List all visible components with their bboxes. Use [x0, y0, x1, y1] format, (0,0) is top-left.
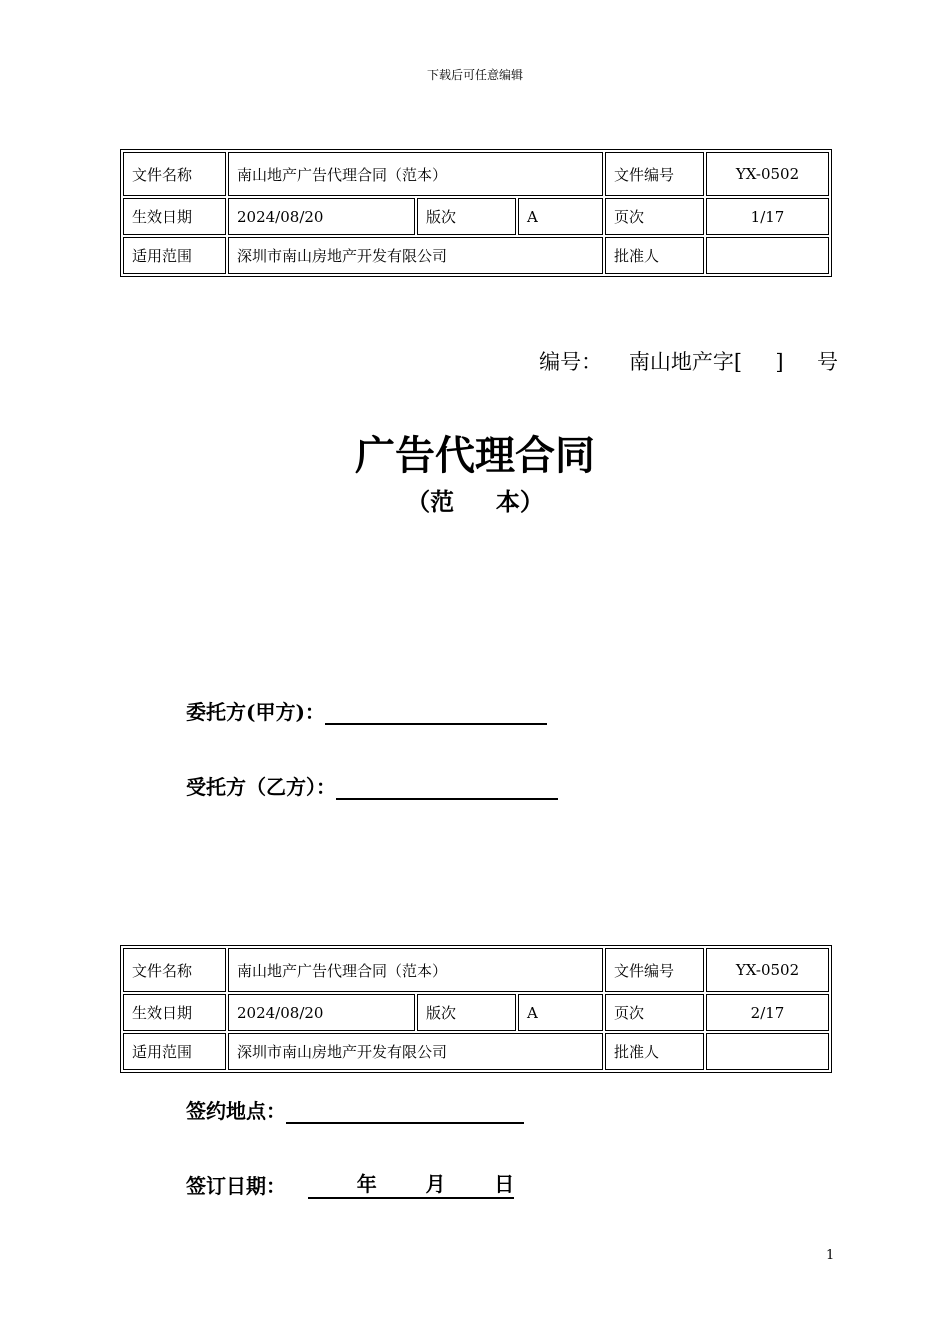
sign-date-value[interactable]: 年 月 日 — [308, 1168, 514, 1199]
file-name-label: 文件名称 — [123, 948, 226, 992]
party-a-label: 委托方(甲方)： — [186, 700, 325, 724]
party-a-field — [186, 696, 547, 725]
scope-label: 适用范围 — [123, 237, 226, 274]
effective-date-label: 生效日期 — [123, 994, 226, 1031]
page-value: 2/17 — [706, 994, 829, 1031]
scope-value: 深圳市南山房地产开发有限公司 — [228, 237, 603, 274]
page-title: 广告代理合同 — [355, 432, 595, 479]
party-b-label: 受托方（乙方）： — [186, 775, 336, 799]
file-name-label: 文件名称 — [123, 152, 226, 196]
scope-value: 深圳市南山房地产开发有限公司 — [228, 1033, 603, 1070]
party-a-blank[interactable] — [325, 701, 547, 725]
page-number: 1 — [826, 1248, 835, 1263]
sign-date-label: 签订日期： — [186, 1174, 286, 1198]
party-b-blank[interactable] — [336, 776, 558, 800]
approver-value — [706, 237, 829, 274]
page-subtitle: （范 本） — [406, 487, 544, 516]
effective-date-label: 生效日期 — [123, 198, 226, 235]
document-info-table-page2 — [120, 945, 832, 1073]
version-label: 版次 — [417, 994, 516, 1031]
sign-place-field — [186, 1095, 524, 1124]
sign-place-label: 签约地点： — [186, 1099, 286, 1123]
approver-label: 批准人 — [605, 1033, 704, 1070]
file-name-value: 南山地产广告代理合同（范本） — [228, 152, 603, 196]
sign-place-blank[interactable] — [286, 1100, 524, 1124]
document-info-table — [120, 149, 832, 277]
version-label: 版次 — [417, 198, 516, 235]
page-label: 页次 — [605, 994, 704, 1031]
version-value: A — [518, 994, 603, 1031]
document-number: 编号： 南山地产字[ ] 号 — [539, 350, 838, 374]
effective-date-value: 2024/08/20 — [228, 994, 415, 1031]
file-name-value: 南山地产广告代理合同（范本） — [228, 948, 603, 992]
file-code-label: 文件编号 — [605, 948, 704, 992]
file-code-value: YX-0502 — [706, 152, 829, 196]
version-value: A — [518, 198, 603, 235]
header-note: 下载后可任意编辑 — [426, 68, 523, 82]
party-b-field — [186, 771, 558, 800]
page-value: 1/17 — [706, 198, 829, 235]
approver-label: 批准人 — [605, 237, 704, 274]
approver-value — [706, 1033, 829, 1070]
effective-date-value: 2024/08/20 — [228, 198, 415, 235]
page-label: 页次 — [605, 198, 704, 235]
scope-label: 适用范围 — [123, 1033, 226, 1070]
file-code-label: 文件编号 — [605, 152, 704, 196]
sign-date-field — [186, 1168, 514, 1199]
file-code-value: YX-0502 — [706, 948, 829, 992]
